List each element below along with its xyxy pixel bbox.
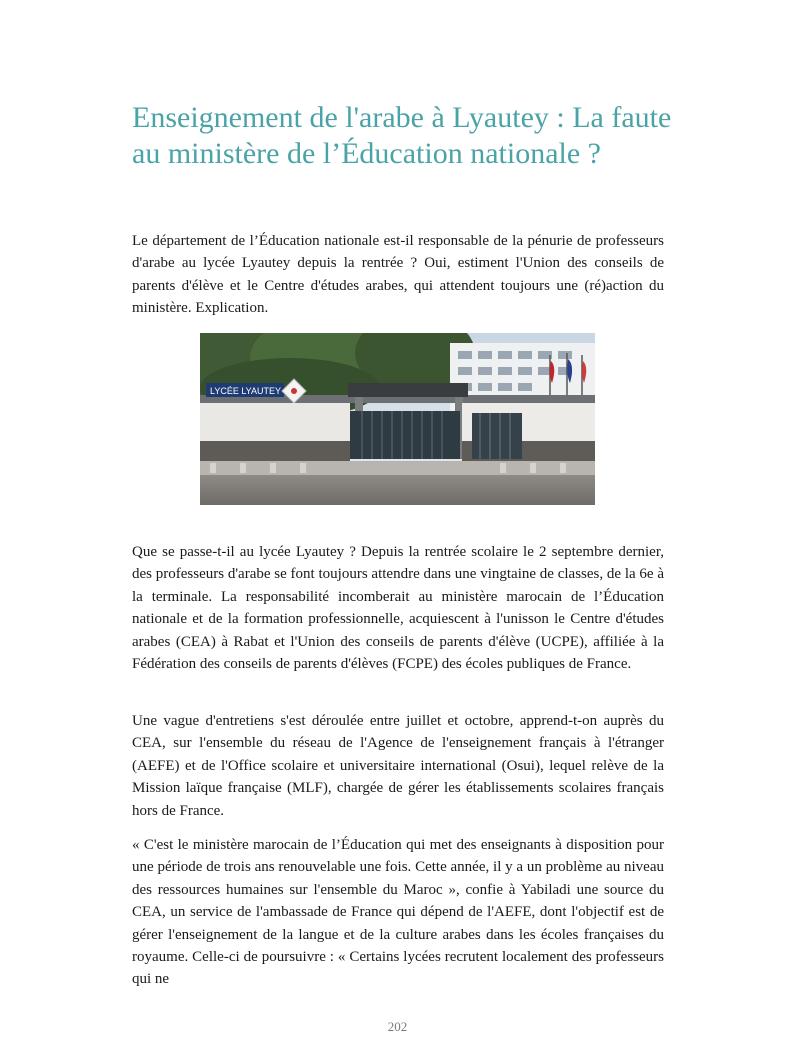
school-sign-text: LYCÉE LYAUTEY: [210, 386, 282, 396]
article-paragraph-intro: Le département de l’Éducation nationale est-il responsable de la pénurie de professeurs d'arabe au lycée Lyautey depuis la rentrée ? Oui, estiment l'Union des conseils de parents d'élève et le Centre d'études arabes, qui attendent toujours une (ré)action du ministère. Explication.: [132, 233, 664, 317]
article-paragraph-interviews: Une vague d'entretiens s'est déroulée entre juillet et octobre, apprend-t-on auprès du CEA, sur l'ensemble du réseau de l'Agence de l'enseignement français à l'étranger (AEFE) et de l'Office scolaire et universitaire international (Osui), lequel relève de la Mission laïque française (MLF), chargée de gérer les établissements scolaires français hors de France.: [132, 713, 664, 819]
article-paragraph-quote: « C'est le ministère marocain de l’Éducation qui met des enseignants à disposition pour une période de trois ans renouvelable une fois. Cette année, il y a un problème au niveau des ressources humaines sur l'ensemble du Maroc », confie à Yabiladi une source du CEA, un service de l'ambassade de France qui dépend de l'AEFE, dont l'objectif est de gérer l'enseignement de la langue et de la culture arabes dans les écoles françaises du royaume. Celle-ci de poursuivre : « Certains lycées recrutent localement des professeurs qui ne: [132, 837, 664, 988]
article-title: Enseignement de l'arabe à Lyautey : La faute au ministère de l’Éducation nationale ?: [132, 101, 672, 170]
page-number: 202: [387, 1019, 408, 1034]
article-paragraph-situation: Que se passe-t-il au lycée Lyautey ? Depuis la rentrée scolaire le 2 septembre dernier, des professeurs d'arabe se font toujours attendre dans une vingtaine de classes, de la 6e à la terminale. La responsabilité incomberait au ministère marocain de l’Éducation nationale et de la formation professionnelle, acquiescent à l'unisson le Centre d'études arabes (CEA) à Rabat et l'Union des conseils de parents d'élève (UCPE), affiliée à la Fédération des conseils de parents d'élèves (FCPE) des écoles publiques de France.: [132, 544, 664, 673]
article-photo: [200, 333, 595, 505]
